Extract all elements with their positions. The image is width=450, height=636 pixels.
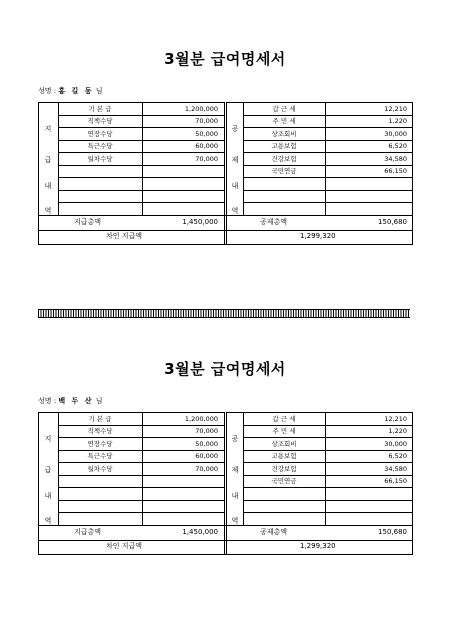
- deduct-item-label: [243, 203, 325, 215]
- pay-section-char: 지: [44, 435, 52, 443]
- pay-section-char: 지: [44, 125, 52, 133]
- employee-name: 백 두 산: [58, 397, 94, 405]
- pay-item-label: [58, 190, 142, 202]
- pay-item-amount: [142, 500, 218, 512]
- pay-item-label: 직책수당: [87, 117, 113, 125]
- deduct-item-label: 갑 근 세: [272, 414, 296, 423]
- deduct-item-amount: 34,580: [384, 154, 407, 163]
- deduct-section-char: 역: [231, 517, 239, 525]
- pay-item-amount: 1,200,000: [184, 414, 218, 423]
- deduct-item-label: 건강보험: [271, 154, 297, 163]
- deduct-item-amount: 6,520: [388, 142, 407, 150]
- deduct-item-label: 주 민 세: [272, 117, 296, 125]
- deduct-item-amount: 30,000: [384, 439, 407, 448]
- deduct-item-label: [243, 190, 325, 202]
- table-left-border: [38, 102, 39, 244]
- pay-item-amount: 70,000: [195, 427, 218, 435]
- totals-mid-border: [224, 525, 225, 554]
- deduct-item-label: 고용보험: [271, 142, 297, 150]
- deduct-section-char: 내: [231, 492, 239, 500]
- deduct-item-amount: [325, 500, 407, 512]
- pay-table: [38, 100, 413, 264]
- deduct-item-label: 국민연금: [271, 167, 297, 175]
- pay-item-label: 특근수당: [87, 142, 113, 150]
- employee-name-line: [38, 86, 103, 96]
- employee-name-line: [38, 396, 103, 406]
- table-left-border: [38, 412, 39, 554]
- pay-item-label: 특근수당: [87, 452, 113, 460]
- pay-item-amount: [142, 190, 218, 202]
- deduct-item-amount: [325, 190, 407, 202]
- deduct-item-label: 상조회비: [271, 439, 297, 448]
- cut-separator-line: [38, 309, 410, 318]
- deduct-item-label: 갑 근 세: [272, 104, 296, 113]
- pay-item-amount: 70,000: [195, 464, 218, 473]
- totals-mid-border-2: [226, 525, 227, 554]
- name-label: 성명 :: [38, 87, 57, 95]
- pay-right-border: [224, 412, 225, 525]
- payslip-title: 3월분 급여명세서: [164, 360, 286, 378]
- deduct-item-label: 주 민 세: [272, 427, 296, 435]
- pay-item-amount: 50,000: [195, 439, 218, 448]
- pay-right-border: [224, 102, 225, 215]
- deduct-item-amount: 34,580: [384, 464, 407, 473]
- deduct-item-amount: 6,520: [388, 452, 407, 460]
- pay-item-label: [58, 513, 142, 525]
- net-bottom-border: [38, 554, 413, 555]
- deduct-item-label: [243, 178, 325, 190]
- totals-mid-border: [224, 215, 225, 244]
- pay-item-label: 월차수당: [87, 154, 113, 163]
- deduct-item-amount: 12,210: [384, 104, 407, 113]
- deduct-item-amount: 30,000: [384, 129, 407, 138]
- payslip-title: 3월분 급여명세서: [164, 50, 286, 68]
- deduct-section-char: 역: [231, 207, 239, 215]
- deduct-total-amount: 150,680: [378, 217, 407, 226]
- net-pay-label: 차인 지급액: [106, 232, 143, 240]
- deduct-item-label: [243, 500, 325, 512]
- pay-total-label: 지급총액: [74, 217, 102, 226]
- deduct-item-label: 상조회비: [271, 129, 297, 138]
- deduct-total-label: 공제총액: [260, 217, 288, 226]
- deduct-section-char: 제: [231, 466, 239, 474]
- deduct-item-amount: 12,210: [384, 414, 407, 423]
- pay-item-amount: 70,000: [195, 117, 218, 125]
- pay-section-char: 역: [44, 207, 52, 215]
- pay-table: [38, 410, 413, 574]
- deduct-total-label: 공제총액: [260, 527, 288, 536]
- deduct-item-amount: [325, 488, 407, 500]
- deduct-section-char: 공: [231, 125, 239, 133]
- pay-section-char: 급: [44, 466, 52, 474]
- deduct-section-char: 제: [231, 156, 239, 164]
- pay-item-label: 월차수당: [87, 464, 113, 473]
- pay-item-amount: [142, 178, 218, 190]
- deduct-item-amount: [325, 178, 407, 190]
- deduct-item-label: 건강보험: [271, 464, 297, 473]
- pay-item-label: 직책수당: [87, 427, 113, 435]
- honorific: 님: [95, 87, 103, 95]
- pay-item-amount: 60,000: [195, 452, 218, 460]
- deduct-item-amount: 1,220: [388, 427, 407, 435]
- pay-item-amount: 50,000: [195, 129, 218, 138]
- pay-item-label: 연장수당: [87, 439, 113, 448]
- pay-item-label: [58, 165, 142, 177]
- pay-item-label: [58, 500, 142, 512]
- employee-name: 홍 길 동: [58, 87, 94, 95]
- pay-item-label: 연장수당: [87, 129, 113, 138]
- deduct-total-amount: 150,680: [378, 527, 407, 536]
- deduct-item-label: [243, 513, 325, 525]
- net-pay-amount: 1,299,320: [300, 542, 336, 550]
- honorific: 님: [95, 397, 103, 405]
- deduct-item-amount: 1,220: [388, 117, 407, 125]
- pay-item-label: 기 본 급: [88, 104, 112, 113]
- pay-total-amount: 1,450,000: [182, 217, 218, 226]
- pay-item-amount: [142, 488, 218, 500]
- deduct-item-amount: [325, 203, 407, 215]
- deduct-item-amount: 66,150: [384, 477, 407, 485]
- pay-section-char: 내: [44, 182, 52, 190]
- pay-item-label: 기 본 급: [88, 414, 112, 423]
- deduct-section-char: 내: [231, 182, 239, 190]
- pay-item-label: [58, 475, 142, 487]
- pay-item-label: [58, 488, 142, 500]
- pay-item-amount: [142, 165, 218, 177]
- pay-section-char: 급: [44, 156, 52, 164]
- table-right-border: [412, 102, 413, 244]
- deduct-item-amount: [325, 513, 407, 525]
- deduct-item-label: [243, 488, 325, 500]
- pay-section-char: 내: [44, 492, 52, 500]
- net-pay-label: 차인 지급액: [106, 542, 143, 550]
- pay-item-amount: 1,200,000: [184, 104, 218, 113]
- table-right-border: [412, 412, 413, 554]
- pay-item-amount: 60,000: [195, 142, 218, 150]
- name-label: 성명 :: [38, 397, 57, 405]
- pay-total-label: 지급총액: [74, 527, 102, 536]
- totals-mid-border-2: [226, 215, 227, 244]
- pay-item-amount: 70,000: [195, 154, 218, 163]
- pay-item-amount: [142, 513, 218, 525]
- net-pay-amount: 1,299,320: [300, 232, 336, 240]
- pay-item-label: [58, 178, 142, 190]
- pay-item-amount: [142, 475, 218, 487]
- deduct-item-amount: 66,150: [384, 167, 407, 175]
- pay-section-char: 역: [44, 517, 52, 525]
- pay-item-amount: [142, 203, 218, 215]
- deduct-section-char: 공: [231, 435, 239, 443]
- deduct-item-label: 국민연금: [271, 477, 297, 485]
- pay-total-amount: 1,450,000: [182, 527, 218, 536]
- pay-item-label: [58, 203, 142, 215]
- net-bottom-border: [38, 244, 413, 245]
- deduct-item-label: 고용보험: [271, 452, 297, 460]
